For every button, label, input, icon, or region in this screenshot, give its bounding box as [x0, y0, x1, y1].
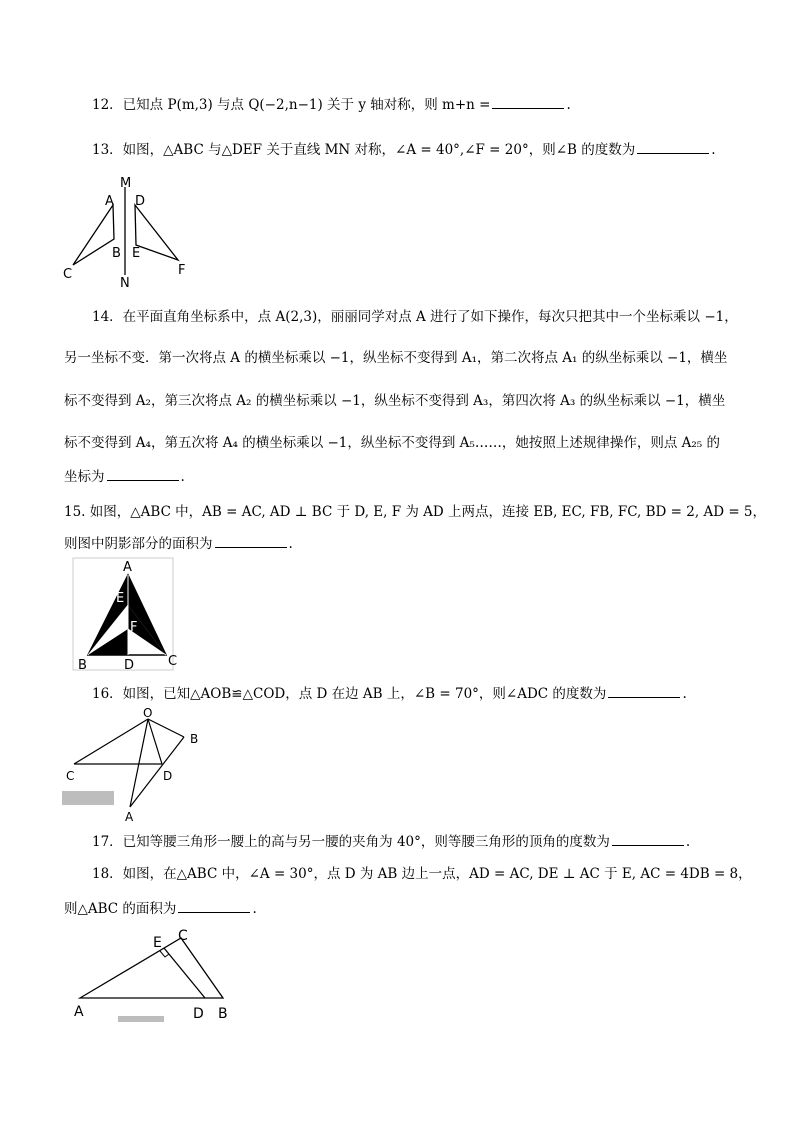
q14-line1: 14．在平面直角坐标系中，点 A(2,3)，丽丽同学对点 A 进行了如下操作，每次只把其中一个坐标乘以 −1， [92, 309, 738, 325]
label-A: A [125, 810, 134, 822]
q18-end: . [252, 901, 257, 917]
label-E: E [153, 935, 162, 951]
q16-end: . [682, 686, 687, 702]
label-F: F [130, 620, 138, 635]
q18-line2: 则△ABC 的面积为 [64, 901, 177, 917]
label-A: A [74, 1004, 84, 1020]
label-N: N [120, 276, 130, 290]
label-A: A [123, 560, 132, 575]
label-D: D [135, 194, 146, 209]
question-14-line1 [92, 307, 738, 327]
label-C: C [178, 928, 188, 944]
label-F: F [178, 263, 186, 278]
label-C: C [63, 267, 73, 282]
label-B: B [190, 732, 199, 746]
q14-line4: 标不变得到 A₄，第五次将 A₄ 的横坐标乘以 −1，纵坐标不变得到 A₅……，她按照上述规律操作，则点 A₂₅ 的 [64, 435, 720, 451]
question-15-line1 [64, 502, 766, 522]
q16-text: 16．如图，已知△AOB≌△COD，点 D 在边 AB 上，∠B = 70°，则∠ADC 的度数为 [92, 686, 607, 702]
label-D: D [163, 769, 173, 783]
q18-line1: 18．如图，在△ABC 中，∠A = 30°，点 D 为 AB 边上一点，AD = AC, DE ⊥ AC 于 E, AC = 4DB = 8， [92, 866, 752, 882]
blurred-watermark [118, 1016, 164, 1022]
q17-end: . [685, 834, 691, 850]
figure-18 [68, 922, 238, 1027]
answer-blank[interactable] [637, 141, 709, 154]
q13-text: 13．如图，△ABC 与△DEF 关于直线 MN 对称，∠A = 40°,∠F = 20°，则∠B 的度数为 [92, 142, 636, 158]
answer-blank[interactable] [178, 900, 250, 913]
q17-text: 17．已知等腰三角形一腰上的高与另一腰的夹角为 40°，则等腰三角形的顶角的度数为 [92, 834, 610, 850]
question-17 [92, 832, 690, 852]
question-12 [92, 95, 571, 115]
question-16 [92, 684, 687, 704]
figure-16 [60, 707, 210, 822]
q12-end: . [566, 97, 571, 113]
answer-blank[interactable] [215, 535, 287, 548]
figure-13 [60, 175, 200, 290]
question-14-line2 [64, 348, 727, 368]
label-D: D [193, 1006, 204, 1022]
label-C: C [66, 769, 75, 783]
question-14-line4 [64, 433, 720, 453]
question-18-line1 [92, 864, 752, 884]
label-D: D [124, 658, 135, 673]
label-B: B [218, 1006, 228, 1022]
q12-text: 12．已知点 P(m,3) 与点 Q(−2,n−1) 关于 y 轴对称，则 m+n = [92, 97, 491, 113]
label-O: O [143, 707, 153, 720]
q15-end: . [288, 536, 293, 552]
label-C: C [168, 654, 178, 669]
answer-blank[interactable] [612, 833, 684, 846]
label-B: B [78, 658, 87, 673]
q14-line3: 标不变得到 A₂，第三次将点 A₂ 的横坐标乘以 −1，纵坐标不变得到 A₃，第四次将 A₃ 的纵坐标乘以 −1，横坐 [64, 393, 726, 409]
answer-blank[interactable] [107, 468, 179, 481]
question-18-line2 [64, 899, 257, 919]
q14-line5: 坐标为 [64, 469, 105, 485]
figure-15 [72, 557, 182, 675]
q15-line1: 15. 如图，△ABC 中，AB = AC, AD ⊥ BC 于 D, E, F 为 AD 上两点，连接 EB, EC, FB, FC, BD = 2, AD = 5， [64, 504, 767, 520]
q13-end: . [711, 142, 716, 158]
q14-line2: 另一坐标不变．第一次将点 A 的横坐标乘以 −1，纵坐标不变得到 A₁，第二次将点 A₁ 的纵坐标乘以 −1，横坐 [64, 350, 728, 366]
label-B: B [112, 246, 121, 261]
answer-blank[interactable] [608, 685, 680, 698]
label-E: E [132, 246, 141, 261]
question-14-line3 [64, 391, 725, 411]
q14-end: . [180, 469, 185, 485]
question-15-line2 [64, 534, 293, 554]
q15-line2: 则图中阴影部分的面积为 [64, 536, 213, 552]
question-14-line5 [64, 467, 185, 487]
answer-blank[interactable] [492, 96, 564, 109]
label-E: E [116, 591, 125, 606]
label-M: M [120, 176, 132, 191]
label-A: A [105, 194, 114, 209]
question-13 [92, 140, 716, 160]
blurred-watermark [62, 791, 114, 805]
